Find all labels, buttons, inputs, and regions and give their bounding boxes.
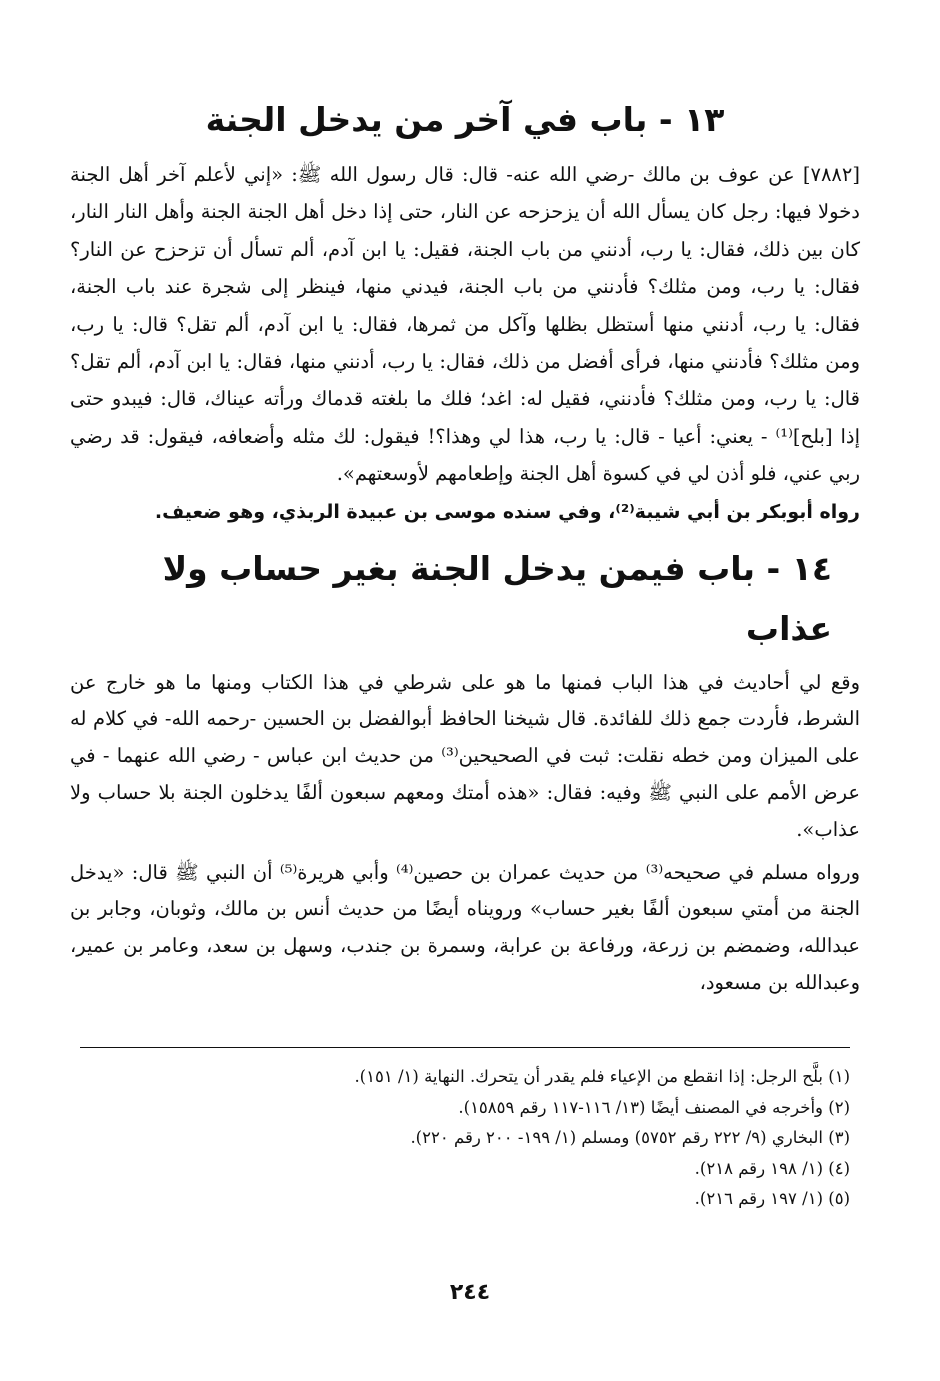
footnote-5: (٥) (١/ ١٩٧ رقم ٢١٦). [694, 1189, 850, 1208]
footnote-3: (٣) البخاري (٩/ ٢٢٢ رقم ٥٧٥٢) ومسلم (١/ ١٩٩- ٢٠٠ رقم ٢٢٠). [410, 1128, 850, 1147]
hadith-narration-note: رواه أبوبكر بن أبي شيبة⁽²⁾، وفي سنده موسى بن عبيدة الربذي، وهو ضعيف. [154, 500, 860, 523]
section-14-paragraph-1: وقع لي أحاديث في هذا الباب فمنها ما هو على شرطي في هذا الكتاب ومنها ما هو خارج عن الشرط، فأردت جمع ذلك للفائدة. قال شيخنا الحافظ أبوالفضل بن الحسين -رحمه الله- في كلام له على الميزان ومن خطه نقلت: ثبت في الصحيحين⁽³⁾ من حديث ابن عباس - رضي الله عنهما - في عرض الأمم على النبي ﷺ وفيه: فقال: «هذه أمتك ومعهم سبعون ألفًا يدخلون الجنة بلا حساب ولا عذاب». [70, 670, 860, 841]
hadith-7882-text: [٧٨٨٢] عن عوف بن مالك -رضي الله عنه- قال: قال رسول الله ﷺ: «إني لأعلم آخر أهل الجنة دخولا فيها: رجل كان يسأل الله أن يزحزحه عن النار، حتى إذا دخل أهل الجنة الجنة وأهل النار النار، كان بين ذلك، فقال: يا رب، أدنني من باب الجنة، فقيل: يا ابن آدم، ألم تسأل أن تزحزح عن النار؟ فقال: يا رب، ومن مثلك؟ فأدنني من باب الجنة، فيدني منها، فينظر إلى شجرة عند باب الجنة، فقال: يا رب، أدنني منها أستظل بظلها وآكل من ثمرها، فقال: يا ابن آدم، ألم تقل؟ قال: يا رب، ومن مثلك؟ فأدنني منها، فرأى أفضل من ذلك، فقال: يا رب، أدنني منها، فقال: يا ابن آدم، ألم تقل؟ قال: يا رب، ومن مثلك؟ فأدنني، فقيل له: اغد؛ فلك ما بلغته قدماك ورأته عيناك، قال: فيبدو حتى إذا [بلح]⁽¹⁾ - يعني: أعيا - قال: يا رب، هذا لي وهذا؟! فيقول: لك مثله وأضعافه، فيقول: قد رضي ربي عني، فلو أذن لي في كسوة أهل الجنة وإطعامهم لأوسعتهم». [70, 163, 860, 486]
footnote-2: (٢) وأخرجه في المصنف أيضًا (١٣/ ١١٦-١١٧ رقم ١٥٨٥٩). [458, 1097, 850, 1117]
page-number: ٢٤٤ [449, 1280, 491, 1305]
section-14-title: ١٤ - باب فيمن يدخل الجنة بغير حساب ولا عذاب [162, 548, 832, 648]
section-13-title: ١٣ - باب في آخر من يدخل الجنة [205, 100, 725, 139]
footnotes [70, 1062, 850, 1215]
section-14-paragraph-2: ورواه مسلم في صحيحه⁽³⁾ من حديث عمران بن حصين⁽⁴⁾ وأبي هريرة⁽⁵⁾ أن النبي ﷺ قال: «يدخل الجنة من أمتي سبعون ألفًا بغير حساب» ورويناه أيضًا من حديث أنس بن مالك، وثوبان، وجابر بن عبدالله، وضمضم بن زرعة، ورفاعة بن عرابة، وسمرة بن جندب، وسهل بن سعد، وعامر بن عمير، وعبدالله بن مسعود، [70, 860, 860, 995]
footnote-4: (٤) (١/ ١٩٨ رقم ٢١٨). [694, 1158, 850, 1178]
footnote-1: (١) بلَّح الرجل: إذا انقطع من الإعياء فلم يقدر أن يتحرك. النهاية (١/ ١٥١). [354, 1067, 850, 1086]
footnote-divider [80, 1047, 850, 1048]
page-body [70, 90, 860, 1002]
